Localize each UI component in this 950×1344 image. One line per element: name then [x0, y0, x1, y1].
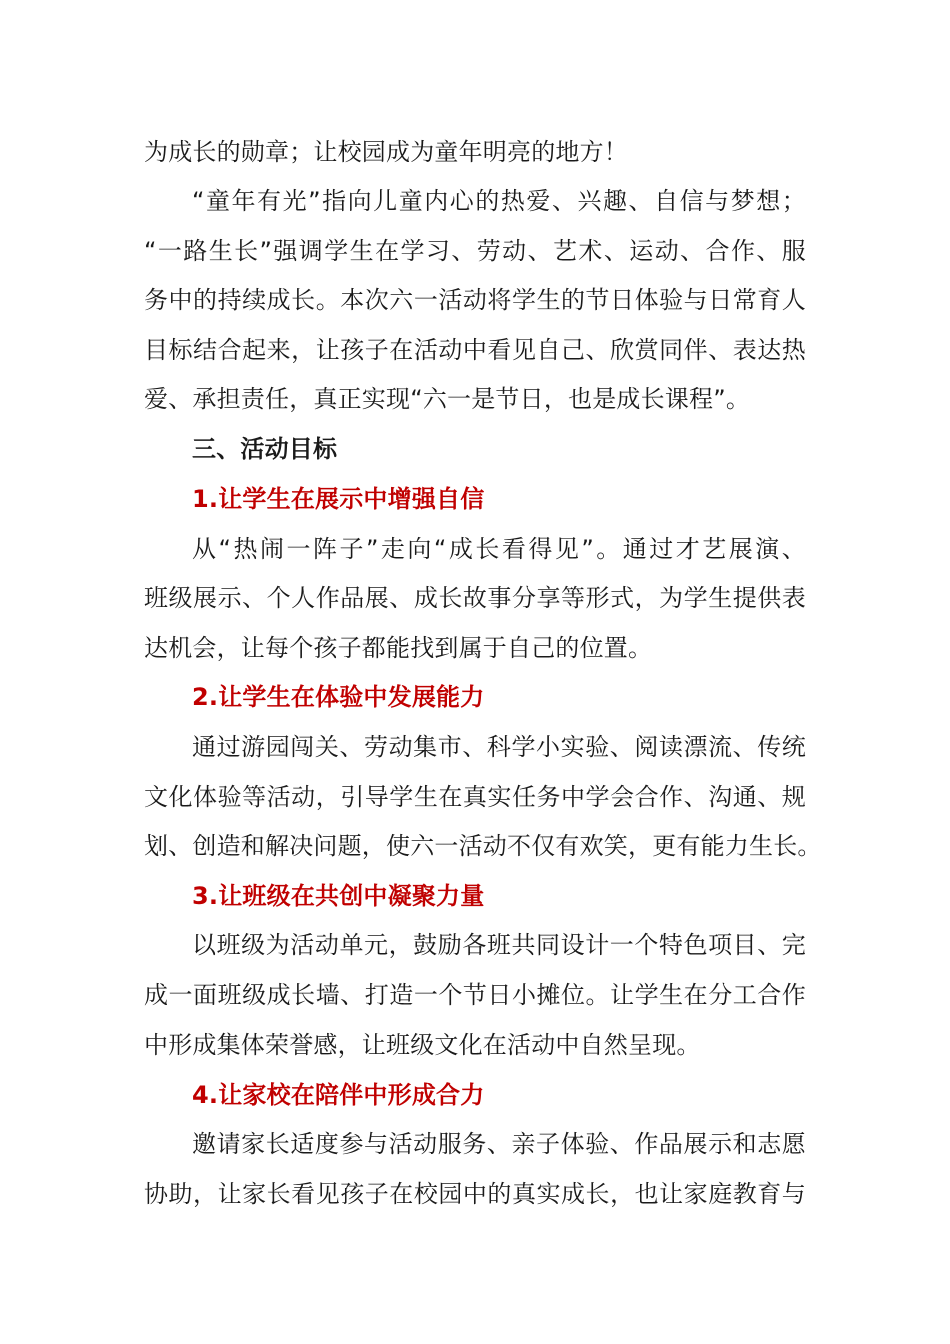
paragraph-line: 为成长的勋章；让校园成为童年明亮的地方！: [144, 138, 628, 166]
paragraph-line: 协助，让家长看见孩子在校园中的真实成长，也让家庭教育与: [144, 1180, 806, 1208]
paragraph-line: 邀请家长适度参与活动服务、亲子体验、作品展示和志愿: [192, 1130, 806, 1158]
goal-title: 2.让学生在体验中发展能力: [192, 683, 485, 711]
goal-title: 3.让班级在共创中凝聚力量: [192, 882, 485, 910]
paragraph-line: 爱、承担责任，真正实现“六一是节日，也是成长课程”。: [144, 385, 751, 413]
paragraph-line: 从“热闹一阵子”走向“成长看得见”。通过才艺展演、: [192, 535, 806, 563]
paragraph-line: “一路生长”强调学生在学习、劳动、艺术、运动、合作、服: [144, 237, 806, 265]
paragraph-line: 目标结合起来，让孩子在活动中看见自己、欣赏同伴、表达热: [144, 336, 806, 364]
paragraph-line: 划、创造和解决问题，使六一活动不仅有欢笑，更有能力生长。: [144, 832, 822, 860]
goal-title: 4.让家校在陪伴中形成合力: [192, 1081, 485, 1109]
paragraph-line: 务中的持续成长。本次六一活动将学生的节日体验与日常育人: [144, 286, 806, 314]
goal-title: 1.让学生在展示中增强自信: [192, 485, 485, 513]
paragraph-line: 成一面班级成长墙、打造一个节日小摊位。让学生在分工合作: [144, 981, 806, 1009]
paragraph-line: 班级展示、个人作品展、成长故事分享等形式，为学生提供表: [144, 584, 806, 612]
paragraph-line: 以班级为活动单元，鼓励各班共同设计一个特色项目、完: [192, 931, 806, 959]
paragraph-line: 达机会，让每个孩子都能找到属于自己的位置。: [144, 634, 653, 662]
paragraph-line: 中形成集体荣誉感，让班级文化在活动中自然呈现。: [144, 1031, 701, 1059]
section-title: 三、活动目标: [192, 435, 338, 463]
paragraph-line: 文化体验等活动，引导学生在真实任务中学会合作、沟通、规: [144, 783, 806, 811]
paragraph-line: “童年有光”指向儿童内心的热爱、兴趣、自信与梦想；: [192, 187, 806, 215]
paragraph-line: 通过游园闯关、劳动集市、科学小实验、阅读漂流、传统: [192, 733, 806, 761]
